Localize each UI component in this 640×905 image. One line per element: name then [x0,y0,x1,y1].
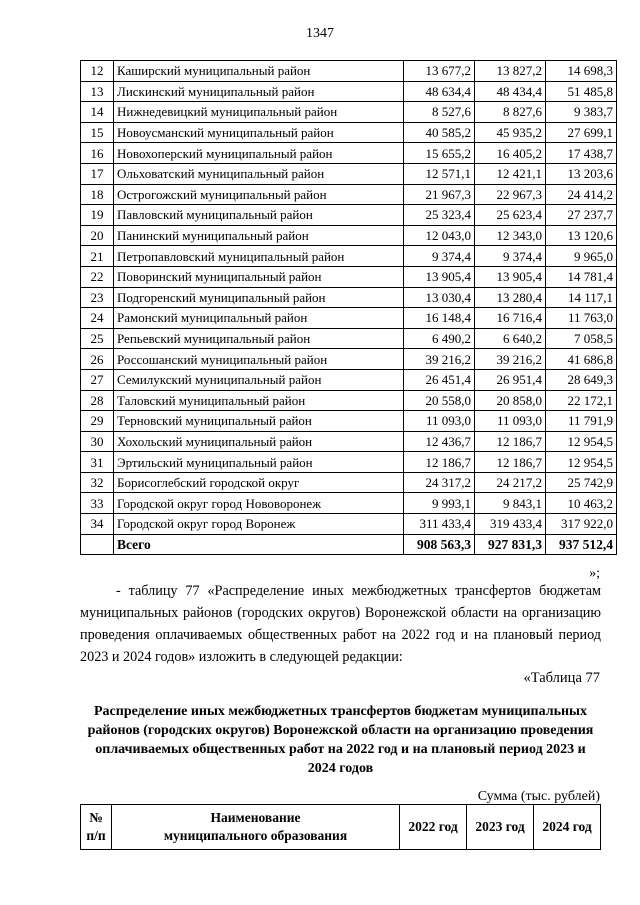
row-number: 12 [81,61,114,82]
row-number: 28 [81,390,114,411]
value-2023: 11 093,0 [475,411,546,432]
municipality-name: Петропавловский муниципальный район [114,246,404,267]
value-2022: 13 677,2 [404,61,475,82]
table-row [81,61,617,82]
table-row [81,328,617,349]
value-2022: 12 571,1 [404,163,475,184]
row-number: 31 [81,452,114,473]
page-number: 1347 [306,26,334,41]
row-number: 16 [81,143,114,164]
table-body [81,61,617,555]
value-2022: 13 905,4 [404,266,475,287]
row-number: 27 [81,369,114,390]
row-number: 33 [81,493,114,514]
header-2022: 2022 год [400,805,467,850]
table-row [81,246,617,267]
header-name-cell [112,805,400,850]
table-row [81,266,617,287]
municipality-name: Городской округ город Нововоронеж [114,493,404,514]
transfers-table [80,60,617,555]
value-2023: 9 843,1 [475,493,546,514]
value-2023: 319 433,4 [475,514,546,535]
value-2022: 16 148,4 [404,308,475,329]
header-2024: 2024 год [534,805,601,850]
table-row [81,225,617,246]
value-2022: 39 216,2 [404,349,475,370]
value-2022: 908 563,3 [404,534,475,555]
row-number: 18 [81,184,114,205]
table-row [81,514,617,535]
value-2023: 12 186,7 [475,431,546,452]
value-2022: 25 323,4 [404,205,475,226]
table-row [81,493,617,514]
header-num-cell [81,805,112,850]
value-2024: 9 383,7 [546,102,617,123]
municipality-name: Нижнедевицкий муниципальный район [114,102,404,123]
header-name-line1: Наименование [210,810,301,825]
table-row [81,102,617,123]
municipality-name: Поворинский муниципальный район [114,266,404,287]
table-row [81,287,617,308]
row-number: 21 [81,246,114,267]
value-2023: 48 434,4 [475,81,546,102]
total-row [81,534,617,555]
value-2024: 12 954,5 [546,452,617,473]
municipality-name: Лискинский муниципальный район [114,81,404,102]
municipality-name: Таловский муниципальный район [114,390,404,411]
value-2023: 39 216,2 [475,349,546,370]
table-row [81,349,617,370]
value-2023: 26 951,4 [475,369,546,390]
value-2022: 311 433,4 [404,514,475,535]
value-2024: 14 781,4 [546,266,617,287]
row-number: 26 [81,349,114,370]
value-2024: 22 172,1 [546,390,617,411]
value-2023: 12 421,1 [475,163,546,184]
row-number: 19 [81,205,114,226]
table-row [81,163,617,184]
value-2022: 12 186,7 [404,452,475,473]
value-2024: 11 763,0 [546,308,617,329]
value-2022: 24 317,2 [404,472,475,493]
value-2023: 13 905,4 [475,266,546,287]
value-2023: 24 217,2 [475,472,546,493]
municipality-name: Подгоренский муниципальный район [114,287,404,308]
value-2024: 13 120,6 [546,225,617,246]
value-2022: 26 451,4 [404,369,475,390]
row-number: 23 [81,287,114,308]
value-2023: 16 716,4 [475,308,546,329]
value-2022: 13 030,4 [404,287,475,308]
municipality-name: Репьевский муниципальный район [114,328,404,349]
value-2022: 9 993,1 [404,493,475,514]
value-2022: 15 655,2 [404,143,475,164]
unit-label: Сумма (тыс. рублей) [477,789,600,804]
value-2024: 27 699,1 [546,122,617,143]
value-2024: 24 414,2 [546,184,617,205]
municipality-name: Новоусманский муниципальный район [114,122,404,143]
row-number: 13 [81,81,114,102]
municipality-name: Панинский муниципальный район [114,225,404,246]
value-2024: 10 463,2 [546,493,617,514]
row-number: 15 [81,122,114,143]
value-2024: 41 686,8 [546,349,617,370]
value-2022: 48 634,4 [404,81,475,102]
value-2022: 9 374,4 [404,246,475,267]
row-number: 24 [81,308,114,329]
row-number: 25 [81,328,114,349]
new-table-header [80,804,601,850]
row-number: 30 [81,431,114,452]
table-row [81,143,617,164]
value-2023: 8 827,6 [475,102,546,123]
table-row [81,431,617,452]
value-2023: 12 186,7 [475,452,546,473]
value-2024: 27 237,7 [546,205,617,226]
header-num-line1: № [89,810,103,825]
value-2024: 28 649,3 [546,369,617,390]
table-row [81,205,617,226]
table-row [81,390,617,411]
municipality-name: Каширский муниципальный район [114,61,404,82]
table-row [81,452,617,473]
value-2024: 7 058,5 [546,328,617,349]
value-2024: 11 791,9 [546,411,617,432]
header-row [81,805,601,850]
municipality-name: Всего [114,534,404,555]
value-2024: 9 965,0 [546,246,617,267]
row-number: 17 [81,163,114,184]
value-2023: 16 405,2 [475,143,546,164]
value-2022: 11 093,0 [404,411,475,432]
value-2023: 13 827,2 [475,61,546,82]
municipality-name: Городской округ город Воронеж [114,514,404,535]
row-number: 34 [81,514,114,535]
table-row [81,122,617,143]
row-number [81,534,114,555]
value-2023: 6 640,2 [475,328,546,349]
municipality-name: Рамонский муниципальный район [114,308,404,329]
row-number: 32 [81,472,114,493]
header-name-line2: муниципального образования [163,828,348,843]
municipality-name: Ольховатский муниципальный район [114,163,404,184]
value-2022: 12 436,7 [404,431,475,452]
value-2023: 25 623,4 [475,205,546,226]
municipality-name: Хохольский муниципальный район [114,431,404,452]
value-2024: 317 922,0 [546,514,617,535]
row-number: 20 [81,225,114,246]
table-heading: Распределение иных межбюджетных трансфертов бюджетам муниципальных районов (городских округов) Воронежской области на организацию проведения оплачиваемых общественных работ на 2022 год и на плановый период 2023 и 2024 годов [87,704,594,776]
value-2024: 12 954,5 [546,431,617,452]
table-row [81,308,617,329]
header-num-line2: п/п [86,828,106,843]
value-2024: 17 438,7 [546,143,617,164]
header-2023: 2023 год [467,805,534,850]
table-row [81,472,617,493]
value-2022: 40 585,2 [404,122,475,143]
value-2024: 25 742,9 [546,472,617,493]
amendment-paragraph: - таблицу 77 «Распределение иных межбюджетных трансфертов бюджетам муниципальных районов (городских округов) Воронежской области на организацию проведения оплачиваемых общественных работ на 2022 год и на плановый период 2023 и 2024 годов» изложить в следующей редакции: [80,583,601,665]
value-2023: 12 343,0 [475,225,546,246]
value-2022: 8 527,6 [404,102,475,123]
value-2023: 9 374,4 [475,246,546,267]
value-2024: 937 512,4 [546,534,617,555]
value-2022: 12 043,0 [404,225,475,246]
table-label: «Таблица 77 [523,670,600,686]
value-2022: 6 490,2 [404,328,475,349]
value-2024: 51 485,8 [546,81,617,102]
table-row [81,184,617,205]
value-2023: 927 831,3 [475,534,546,555]
municipality-name: Семилукский муниципальный район [114,369,404,390]
value-2024: 14 698,3 [546,61,617,82]
table-row [81,369,617,390]
municipality-name: Россошанский муниципальный район [114,349,404,370]
municipality-name: Павловский муниципальный район [114,205,404,226]
value-2023: 13 280,4 [475,287,546,308]
table-row [81,411,617,432]
value-2024: 13 203,6 [546,163,617,184]
municipality-name: Терновский муниципальный район [114,411,404,432]
municipality-name: Борисоглебский городской округ [114,472,404,493]
closing-mark: »; [589,566,600,581]
municipality-name: Острогожский муниципальный район [114,184,404,205]
municipality-name: Эртильский муниципальный район [114,452,404,473]
row-number: 14 [81,102,114,123]
table-row [81,81,617,102]
row-number: 29 [81,411,114,432]
value-2022: 21 967,3 [404,184,475,205]
value-2024: 14 117,1 [546,287,617,308]
value-2023: 22 967,3 [475,184,546,205]
value-2022: 20 558,0 [404,390,475,411]
row-number: 22 [81,266,114,287]
value-2023: 20 858,0 [475,390,546,411]
value-2023: 45 935,2 [475,122,546,143]
municipality-name: Новохоперский муниципальный район [114,143,404,164]
